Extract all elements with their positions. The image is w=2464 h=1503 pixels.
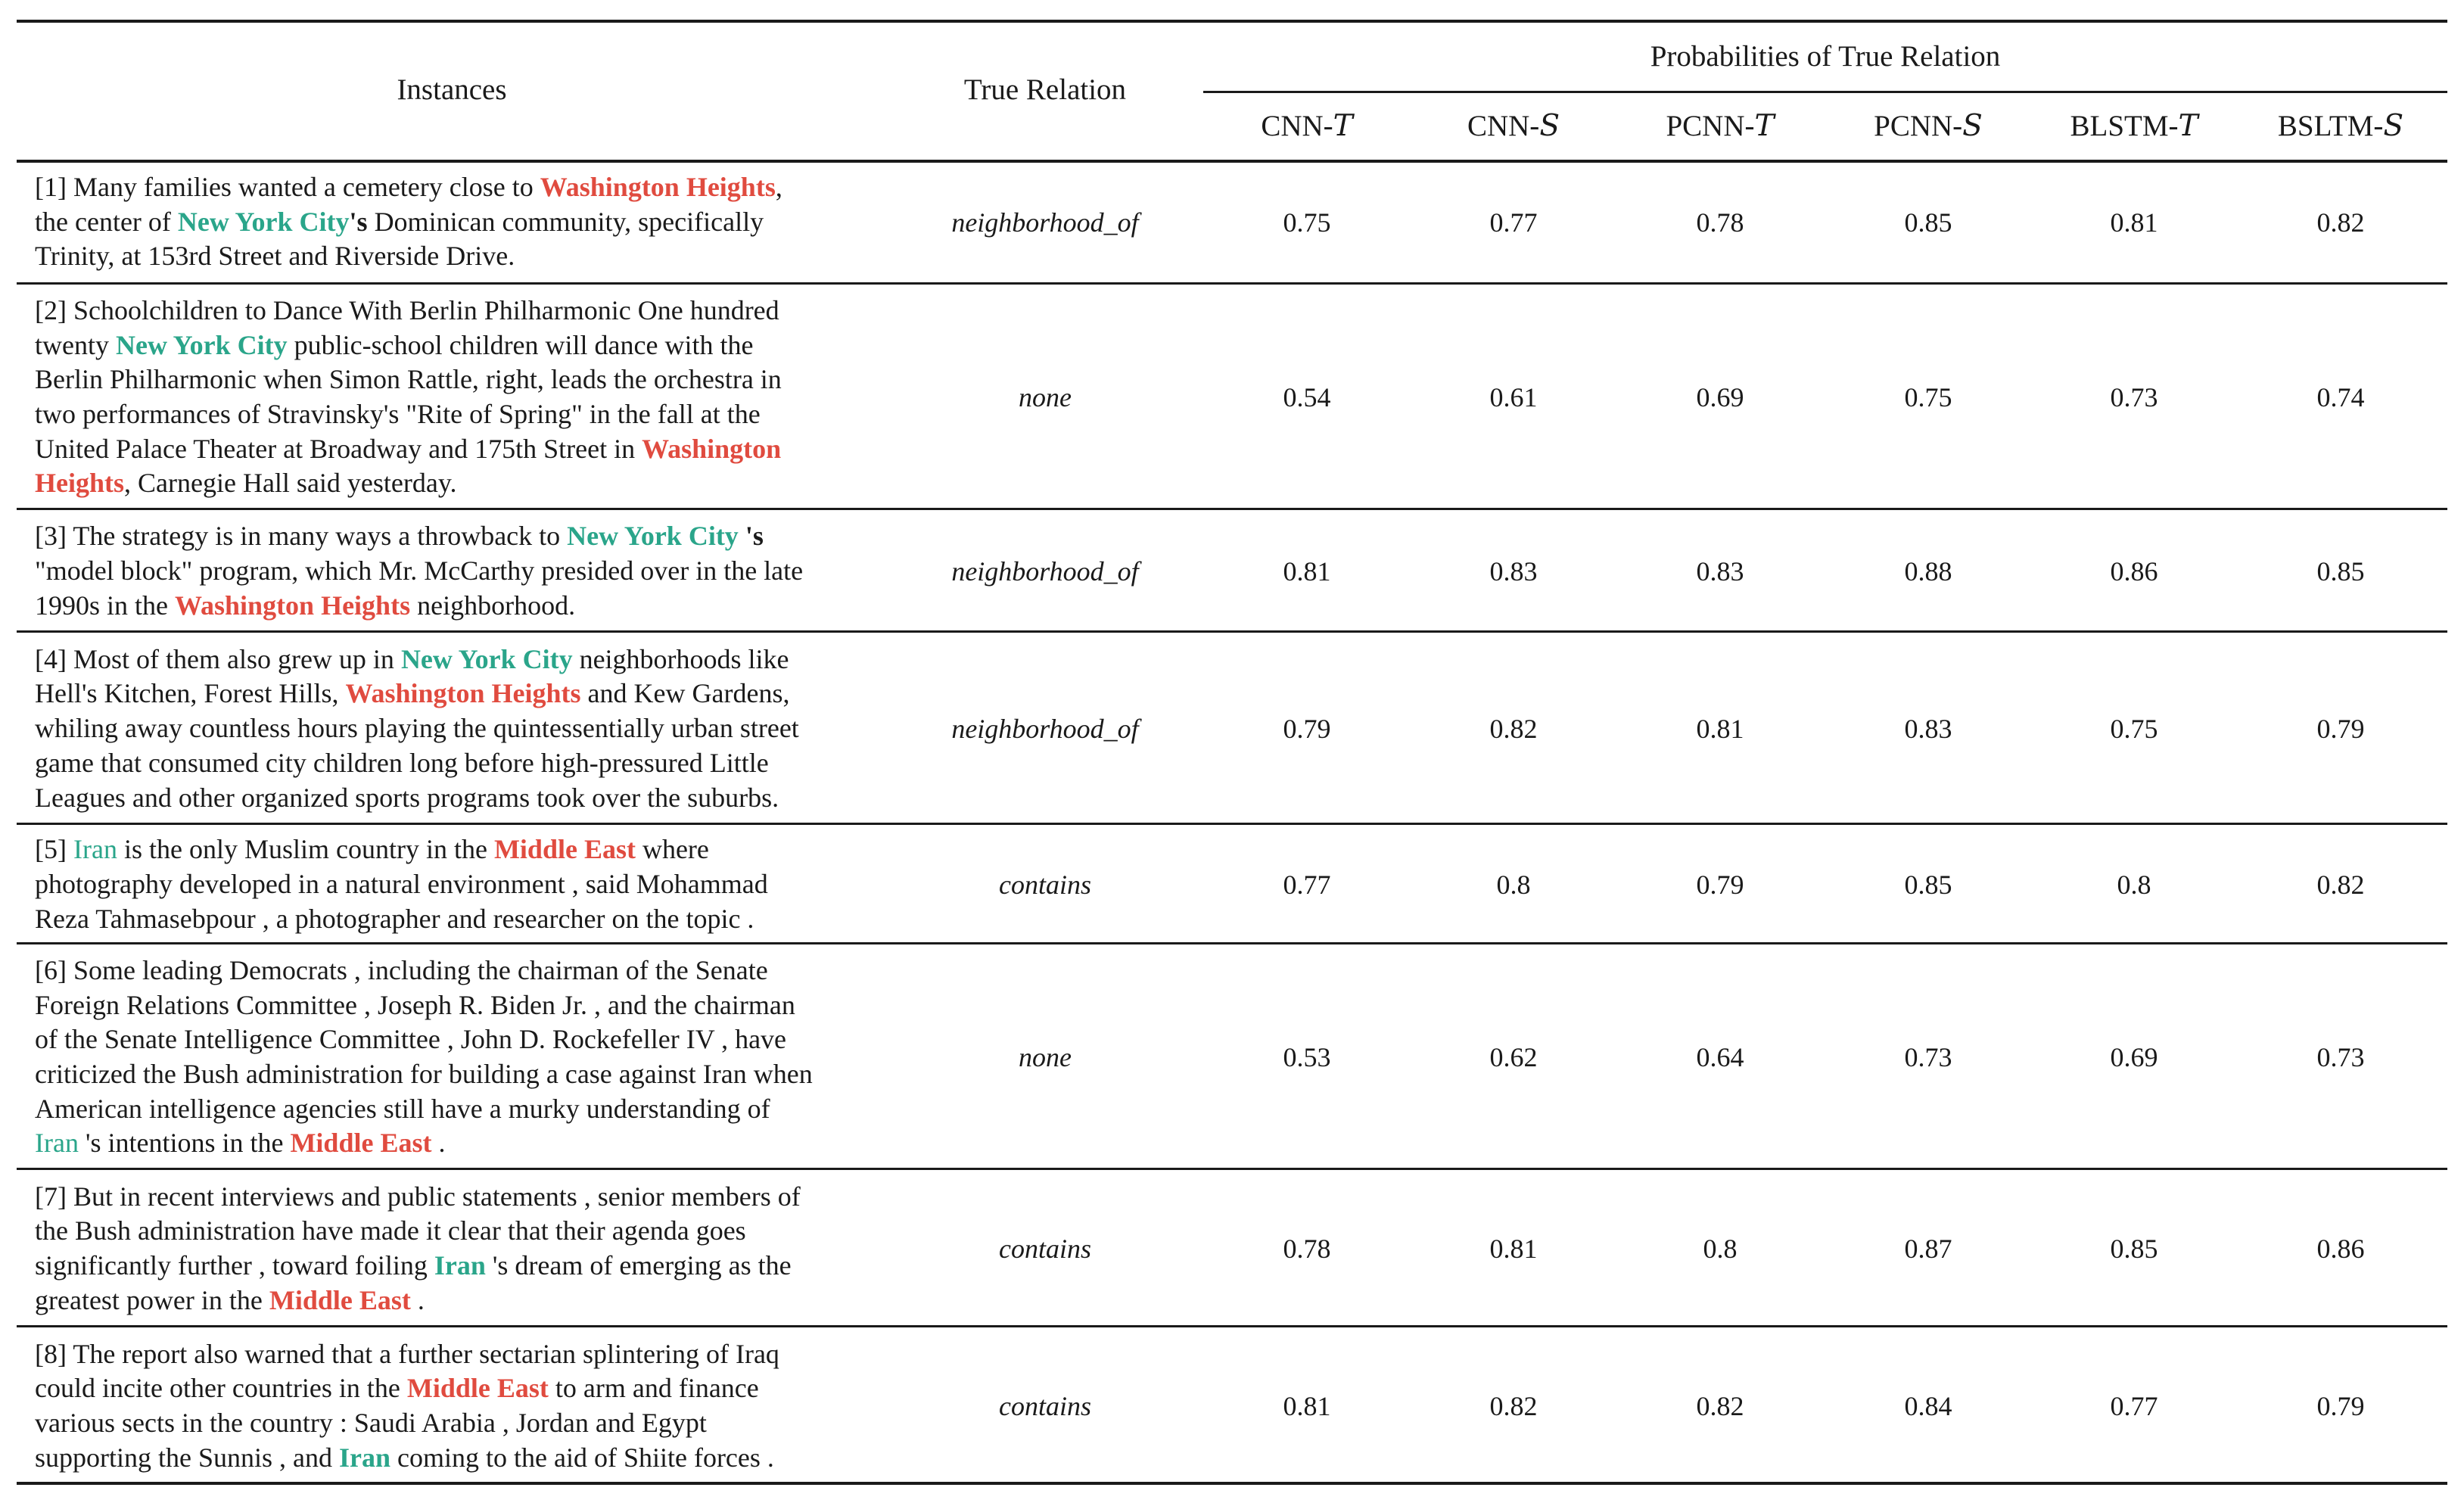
instance-text-segment: 's [738,521,764,552]
instance-text [35,170,782,274]
tail-entity: New York City [115,329,288,360]
instance-cell [35,825,882,944]
instance-text-segment: . [410,1284,425,1315]
probability-cell: 0.69 [1696,382,1744,412]
probability-cell: 0.85 [1904,870,1952,900]
model-split-symbol: S [1539,109,1560,143]
probability-cell: 0.85 [1904,207,1952,238]
probability-cell: 0.73 [2110,382,2158,412]
instance-text [35,643,799,816]
head-entity: Middle East [269,1284,411,1315]
probability-cell: 0.83 [1696,556,1744,587]
instance-text-segment: [7] But in recent interviews and public statements , senior members of the Bush administration have made it clear that their agenda goes significantly further , toward foiling [35,1181,801,1281]
tail-entity: New York City [400,643,573,674]
probability-cell: 0.82 [2316,870,2365,900]
true-relation-cell: contains [999,1234,1091,1264]
model-header [2036,93,2232,160]
tail-entity: Iran [73,834,117,865]
tail-entity: Iran [339,1442,391,1473]
probability-cell: 0.69 [2110,1042,2158,1072]
head-entity: Washington Heights [345,678,581,709]
model-name: BSLTM- [2277,110,2384,142]
probability-cell: 0.79 [1696,870,1744,900]
instance-text-segment: coming to the aid of Shiite forces . [390,1442,774,1473]
probability-cell: 0.79 [2316,714,2365,744]
probability-cell: 0.77 [1489,207,1538,238]
probability-cell: 0.79 [1283,714,1331,744]
true-relation-cell: none [1019,382,1072,412]
model-name: CNN- [1467,110,1540,142]
probability-cell: 0.8 [1703,1234,1738,1264]
true-relation-cell: neighborhood_of [951,207,1139,238]
model-split-symbol: T [1754,109,1775,143]
probability-cell: 0.54 [1283,382,1331,412]
probability-cell: 0.86 [2110,556,2158,587]
instance-text-segment: . [431,1128,446,1159]
true-relation-cell: contains [999,1391,1091,1421]
probability-cell: 0.87 [1904,1234,1952,1264]
instance-text [35,954,813,1161]
tail-entity: Iran [35,1128,79,1159]
instance-text-segment: , Carnegie Hall said yesterday. [124,468,457,499]
probability-cell: 0.81 [1283,556,1331,587]
probabilities-group-header: Probabilities of True Relation [1650,40,2001,73]
instance-text-segment: public-school children will dance with the Berlin Philharmonic when Simon Rattle, right, leads the orchestra in two performances of Stravinsky's "Rite of Spring" in the fall at the United Palace Theater at Broadway and 175th Street in [35,329,782,464]
true-relation-header: True Relation [963,73,1127,106]
probability-cell: 0.83 [1904,714,1952,744]
instance-text-segment: 's dream of emerging as the greatest power in the [35,1250,792,1315]
probability-cell: 0.79 [2316,1391,2365,1421]
probability-cell: 0.77 [2110,1391,2158,1421]
instance-cell [35,1170,882,1327]
probability-cell: 0.85 [2110,1234,2158,1264]
probability-cell: 0.77 [1283,870,1331,900]
instance-text-segment: [1] Many families wanted a cemetery close to [35,171,540,202]
instance-text-segment: [5] [35,834,73,865]
probability-cell: 0.81 [1489,1234,1538,1264]
instances-header: Instances [397,73,507,106]
instance-text-segment: neighborhood. [410,590,576,621]
instance-text-segment: is the only Muslim country in the [117,834,494,865]
probability-cell: 0.78 [1696,207,1744,238]
instance-text [35,294,782,501]
probability-cell: 0.85 [2316,556,2365,587]
probability-cell: 0.64 [1696,1042,1744,1072]
probability-cell: 0.74 [2316,382,2365,412]
instance-cell [35,285,882,510]
probability-cell: 0.84 [1904,1391,1952,1421]
probability-cell: 0.82 [1696,1391,1744,1421]
model-name: PCNN- [1666,110,1755,142]
probability-cell: 0.81 [2110,207,2158,238]
model-header [1415,93,1612,160]
instance-text-segment: where photography developed in a natural environment , said Mohammad Reza Tahmasebpour , a photographer and researcher on the topic . [35,834,768,934]
model-name: CNN- [1261,110,1333,142]
instance-cell [35,510,882,633]
instance-text [35,1180,801,1318]
probability-cell: 0.62 [1489,1042,1538,1072]
probability-cell: 0.78 [1283,1234,1331,1264]
probability-cell: 0.82 [2316,207,2365,238]
probability-cell: 0.83 [1489,556,1538,587]
probability-cell: 0.81 [1283,1391,1331,1421]
instance-cell [35,944,882,1170]
probability-cell: 0.8 [2117,870,2151,900]
instance-text-segment: 's intentions in the [78,1128,291,1159]
head-entity: Washington Heights [35,433,782,499]
tail-entity: Iran [434,1250,486,1281]
head-entity: Middle East [406,1373,549,1404]
instance-text-segment: "model block" program, which Mr. McCarthy presided over in the late 1990s in the [35,555,804,621]
instance-text-segment: 's [349,206,368,237]
head-entity: Middle East [493,834,636,865]
true-relation-cell: neighborhood_of [951,714,1139,744]
head-entity: Washington Heights [540,171,776,202]
probability-cell: 0.53 [1283,1042,1331,1072]
true-relation-cell: neighborhood_of [951,556,1139,587]
probability-cell: 0.73 [2316,1042,2365,1072]
head-entity: Middle East [290,1128,432,1159]
instance-text-segment: [8] The report also warned that a further sectarian splintering of Iraq could incite other countries in the [35,1338,779,1404]
instance-text-segment: and Kew Gardens, whiling away countless hours playing the quintessentially urban street game that consumed city children long before high-pressured Little Leagues and other organized sports programs took over the suburbs. [35,678,799,813]
instance-text-segment: [6] Some leading Democrats , including the chairman of the Senate Foreign Relations Committee , Joseph R. Biden Jr. , and the chairman of the Senate Intelligence Committee , John D. Rockefeller IV , have criticized the Bush administration for building a case against Iran when American intelligence agencies still have a murky understanding of [35,954,813,1124]
model-header [1830,93,2027,160]
tail-entity: New York City [177,206,350,237]
probability-cell: 0.75 [1283,207,1331,238]
probability-cell: 0.75 [1904,382,1952,412]
model-name: BLSTM- [2070,110,2179,142]
instance-text-segment: , the center of [35,171,782,237]
true-relation-cell: none [1019,1042,1072,1072]
instance-text-segment: [3] The strategy is in many ways a throwback to [35,521,568,552]
probability-cell: 0.73 [1904,1042,1952,1072]
probability-cell: 0.82 [1489,1391,1538,1421]
model-split-symbol: T [1333,109,1353,143]
instance-text-segment: to arm and finance various sects in the country : Saudi Arabia , Jordan and Egypt supporting the Sunnis , and [35,1373,759,1473]
probability-cell: 0.81 [1696,714,1744,744]
model-split-symbol: S [1962,109,1983,143]
probability-cell: 0.75 [2110,714,2158,744]
probability-cell: 0.88 [1904,556,1952,587]
probability-cell: 0.61 [1489,382,1538,412]
instance-text [35,832,768,936]
model-name: PCNN- [1874,110,1963,142]
instance-cell [35,1327,882,1485]
probability-cell: 0.8 [1496,870,1531,900]
bottom-rule [17,1482,2447,1485]
instance-text [35,1337,779,1476]
model-header [1622,93,1818,160]
instance-text [35,519,803,623]
instance-text-segment: [2] Schoolchildren to Dance With Berlin Philharmonic One hundred twenty [35,294,779,360]
model-split-symbol: T [2178,109,2198,143]
head-entity: Washington Heights [175,590,411,621]
model-header [1209,93,1405,160]
instance-cell [35,160,882,285]
instance-text-segment: [4] Most of them also grew up in [35,643,401,674]
tail-entity: New York City [567,521,739,552]
instance-text-segment: Dominican community, specifically Trinity, at 153rd Street and Riverside Drive. [35,206,764,272]
probability-cell: 0.82 [1489,714,1538,744]
model-header [2242,93,2439,160]
true-relation-cell: contains [999,870,1091,900]
probability-cell: 0.86 [2316,1234,2365,1264]
instance-cell [35,633,882,825]
model-split-symbol: S [2383,109,2404,143]
instance-text-segment: neighborhoods like Hell's Kitchen, Forest Hills, [35,643,789,709]
